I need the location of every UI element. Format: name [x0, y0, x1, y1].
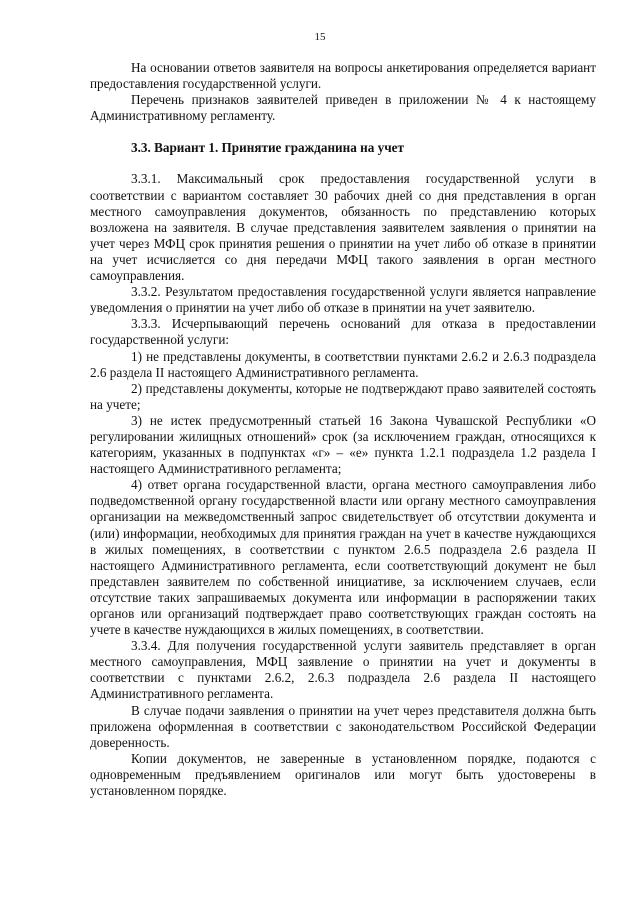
- paragraph: 3.3.4. Для получения государственной услуги заявитель представляет в орган местного самоуправления, МФЦ заявление о принятии на учет и документы в соответствии с пунктами 2.6.2, 2.6.3 подраздела 2.6 раздела II настоящего Административного регламента.: [90, 638, 596, 702]
- paragraph: Копии документов, не заверенные в установленном порядке, подаются с одновременным предъявлением оригиналов или могут быть удостоверены в установленном порядке.: [90, 750, 596, 799]
- list-item: 4) ответ органа государственной власти, органа местного самоуправления либо подведомственной органу государственной власти или органу местного самоуправления организации на межведомственный запрос свидетельствует об отсутствии документа и (или) информации, необходимых для принятия граждан на учет в качестве нуждающихся в жилых помещениях, в соответствии с пунктом 2.6.5 подраздела 2.6 раздела II настоящего Административного регламента, если соответствующий документ не был представлен заявителем по собственной инициативе, за исключением случаев, если отсутствие таких запрашиваемых документа или информации в распоряжении таких органов или организаций подтверждает право соответствующих граждан состоять на учете в качестве нуждающихся в жилых помещениях, в соответствии.: [90, 477, 596, 638]
- section-heading: 3.3. Вариант 1. Принятие гражданина на учет: [131, 140, 404, 156]
- document-body: [90, 60, 596, 799]
- list-item: 1) не представлены документы, в соответствии пунктами 2.6.2 и 2.6.3 подраздела 2.6 раздела II настоящего Административного регламента.: [90, 348, 596, 380]
- page-number: 15: [314, 31, 326, 43]
- paragraph: В случае подачи заявления о принятии на учет через представителя должна быть приложена оформленная в соответствии с законодательством Российской Федерации доверенность.: [90, 702, 596, 750]
- paragraph: 3.3.2. Результатом предоставления государственной услуги является направление уведомления о принятии на учет либо об отказе в принятии на учет заявителю.: [90, 284, 596, 316]
- list-item: 2) представлены документы, которые не подтверждают право заявителей состоять на учете;: [90, 380, 596, 412]
- paragraph: 3.3.3. Исчерпывающий перечень оснований для отказа в предоставлении государственной услуги:: [90, 316, 596, 348]
- paragraph: На основании ответов заявителя на вопросы анкетирования определяется вариант предоставления государственной услуги.: [90, 60, 596, 92]
- paragraph: 3.3.1. Максимальный срок предоставления государственной услуги в соответствии с вариантом составляет 30 рабочих дней со дня представления в орган местного самоуправления документов, обязанность по представлению которых возложена на заявителя. В случае представления заявителем заявления о принятии на учет через МФЦ срок принятия решения о принятии на учет либо об отказе в принятии на учет исчисляется со дня передачи МФЦ такого заявления в орган местного самоуправления.: [90, 171, 596, 284]
- list-item: 3) не истек предусмотренный статьей 16 Закона Чувашской Республики «О регулировании жилищных отношений» срок (за исключением граждан, относящихся к категориям, указанных в подпунктах «г» – «е» пункта 1.2.1 подраздела 1.2 раздела I настоящего Административного регламента;: [90, 412, 596, 477]
- paragraph: Перечень признаков заявителей приведен в приложении № 4 к настоящему Административному регламенту.: [90, 92, 596, 124]
